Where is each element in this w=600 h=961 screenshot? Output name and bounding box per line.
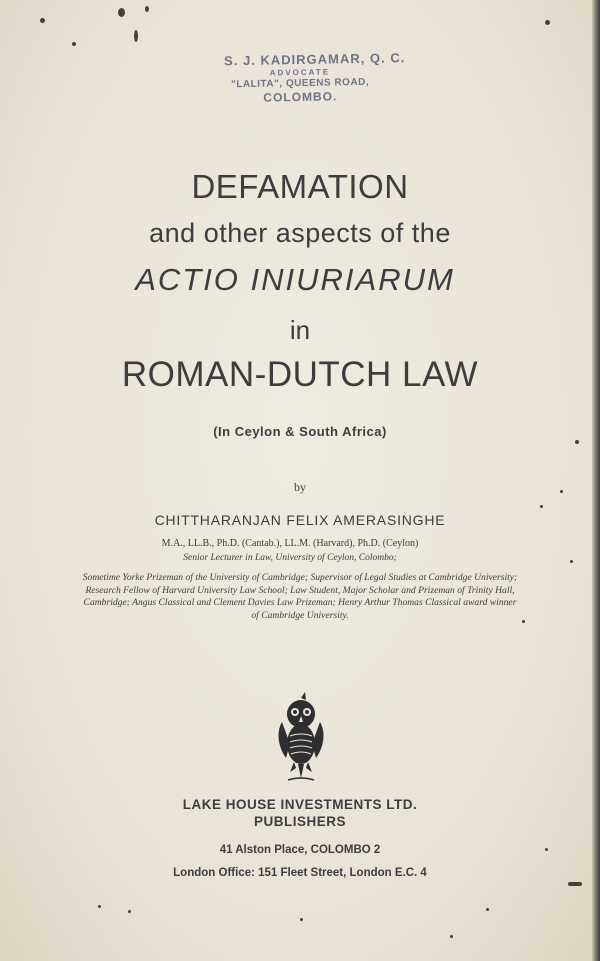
- stain-spot: [545, 20, 550, 25]
- publisher-address: 41 Alston Place, COLOMBO 2: [219, 844, 381, 856]
- stain-spot: [72, 42, 76, 46]
- book-edge: [592, 0, 600, 961]
- title-line-4: in: [289, 315, 311, 345]
- stain-spot: [128, 910, 131, 913]
- stain-spot: [522, 620, 525, 623]
- by-line: by: [294, 480, 306, 494]
- publisher-role: PUBLISHERS: [253, 814, 346, 829]
- author-bio: Sometime Yorke Prizeman of the University of Cambridge; Supervisor of Legal Studies at Cambridge University; Research Fellow of Harvard University Law School; Law Student, Major Scholar and Prizeman of Trinity Hall, Cambridge; Angus Classical and Clement Davies Law Prizeman; Henry Arthur Thomas Classical award winner of Cambridge University.: [82, 572, 518, 621]
- stain-spot: [450, 935, 453, 938]
- stain-spot: [134, 30, 138, 42]
- stain-spot: [486, 908, 489, 911]
- stamp-city: COLOMBO.: [263, 89, 338, 105]
- stain-spot: [145, 6, 149, 12]
- author-name: CHITTHARANJAN FELIX AMERASINGHE: [154, 512, 446, 528]
- publisher-london-office: London Office: 151 Fleet Street, London E.C. 4: [173, 867, 427, 879]
- stain-spot: [98, 905, 101, 908]
- stamp-name: S. J. KADIRGAMAR, Q. C.: [223, 50, 406, 69]
- stain-spot: [568, 882, 582, 886]
- title-line-5: ROMAN-DUTCH LAW: [121, 355, 479, 394]
- author-position: Senior Lecturer in Law, University of Ceylon, Colombo;: [183, 553, 397, 563]
- author-degrees: M.A., LL.B., Ph.D. (Cantab.), LL.M. (Harvard), Ph.D. (Ceylon): [161, 538, 419, 549]
- stamp-profession: ADVOCATE: [269, 67, 331, 78]
- stain-spot: [300, 918, 303, 921]
- owl-emblem-icon: [272, 692, 330, 789]
- title-line-1: DEFAMATION: [191, 168, 409, 205]
- stain-spot: [118, 8, 125, 17]
- title-line-3: ACTIO INIURIARUM: [135, 262, 455, 297]
- stain-spot: [40, 18, 45, 23]
- stamp-address: "LALITA", QUEENS ROAD,: [230, 76, 370, 91]
- title-line-2: and other aspects of the: [149, 218, 451, 248]
- stain-spot: [540, 505, 543, 508]
- owner-stamp: [170, 50, 431, 107]
- stain-spot: [575, 440, 579, 444]
- subtitle: (In Ceylon & South Africa): [213, 424, 387, 439]
- publisher-name: LAKE HOUSE INVESTMENTS LTD.: [182, 797, 418, 812]
